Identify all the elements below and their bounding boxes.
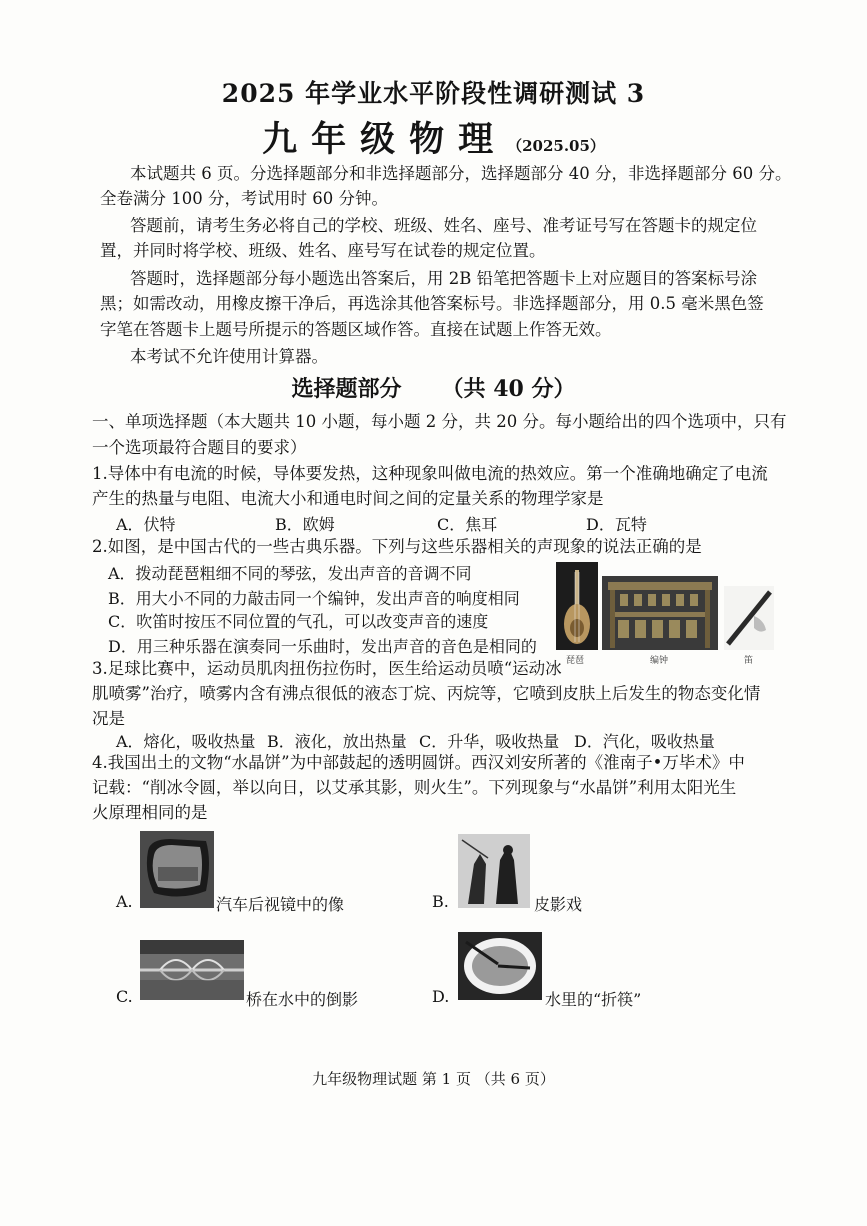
instruction-line: 本试题共 6 页。分选择题部分和非选择题部分，选择题部分 40 分，非选择题部分 60 分。: [130, 164, 792, 183]
pipa-image: [556, 562, 598, 650]
question-2-stem: 2.如图，是中国古代的一些古典乐器。下列与这些乐器相关的声现象的说法正确的是: [92, 537, 702, 556]
rearview-mirror-image: [140, 831, 214, 908]
shadow-puppet-image: [458, 834, 530, 908]
question-1-stem: 产生的热量与电阻、电流大小和通电时间之间的定量关系的物理学家是: [92, 489, 604, 508]
question-4-option-a-letter: A.: [116, 892, 133, 911]
bent-chopstick-image: [458, 932, 542, 1000]
instruction-line: 答题前，请考生务必将自己的学校、班级、姓名、座号、准考证号写在答题卡的规定位: [130, 216, 757, 235]
question-2-option-c: C．吹笛时按压不同位置的气孔，可以改变声音的速度: [108, 612, 489, 631]
bianzhong-image: [602, 576, 718, 650]
question-3-stem: 3.足球比赛中，运动员肌肉扭伤拉伤时，医生给运动员喷“运动冰: [92, 659, 562, 678]
exam-title: 2025 年学业水平阶段性调研测试 3: [221, 79, 646, 108]
page-footer: 九年级物理试题 第 1 页 （共 6 页）: [312, 1070, 555, 1088]
question-4-option-b-letter: B.: [432, 892, 449, 911]
question-1-option-b: B．欧姆: [275, 515, 335, 534]
question-2-option-b: B．用大小不同的力敲击同一个编钟，发出声音的响度相同: [108, 589, 520, 608]
part-heading: 一、单项选择题（本大题共 10 小题，每小题 2 分，共 20 分。每小题给出的四个选项中，只有: [92, 412, 787, 431]
instruction-line: 答题时，选择题部分每小题选出答案后，用 2B 铅笔把答题卡上对应题目的答案标号涂: [130, 269, 758, 288]
question-1-stem: 1.导体中有电流的时候，导体要发热，这种现象叫做电流的热效应。第一个准确地确定了电流: [92, 464, 768, 483]
question-4-stem: 记载：“削冰令圆，举以向日，以艾承其影，则火生”。下列现象与“水晶饼”利用太阳光生: [92, 778, 737, 797]
exam-subject: 九年级物理: [262, 119, 508, 160]
question-3-stem: 肌喷雾”治疗，喷雾内含有沸点很低的液态丁烷、丙烷等，它喷到皮肤上后发生的物态变化情: [92, 684, 761, 703]
question-4-option-c-text: 桥在水中的倒影: [246, 990, 359, 1009]
question-3-option-c: C．升华，吸收热量: [419, 732, 560, 751]
question-4-option-d-text: 水里的“折筷”: [545, 990, 642, 1009]
question-1-option-a: A．伏特: [116, 515, 176, 534]
question-4-option-d-letter: D.: [432, 987, 450, 1006]
section-score: （共 40 分）: [441, 376, 576, 402]
question-4-option-a-text: 汽车后视镜中的像: [216, 895, 345, 914]
question-4-option-b-text: 皮影戏: [534, 895, 583, 914]
question-2-option-a: A．拨动琵琶粗细不同的琴弦，发出声音的音调不同: [108, 564, 472, 583]
caption-dizi: 笛: [744, 656, 754, 666]
instruction-line: 本考试不允许使用计算器。: [130, 347, 328, 366]
caption-bianzhong: 编钟: [650, 656, 669, 666]
question-3-option-b: B．液化，放出热量: [267, 732, 407, 751]
exam-subject-line: [0, 112, 867, 162]
bridge-reflection-image: [140, 940, 244, 1000]
caption-pipa: 琵琶: [566, 656, 585, 666]
question-4-stem: 4.我国出土的文物“水晶饼”为中部鼓起的透明圆饼。西汉刘安所著的《淮南子•万毕术》中: [92, 753, 745, 772]
question-3-option-d: D．汽化，吸收热量: [574, 732, 715, 751]
instruction-line: 置，并同时将学校、班级、姓名、座号写在试卷的规定位置。: [100, 241, 546, 260]
instruction-line: 字笔在答题卡上题号所提示的答题区域作答。直接在试题上作答无效。: [100, 320, 612, 339]
question-3-stem: 况是: [92, 709, 125, 728]
question-4-option-c-letter: C.: [116, 987, 133, 1006]
section-title: 选择题部分: [291, 376, 402, 402]
question-1-option-c: C．焦耳: [437, 515, 498, 534]
section-heading: [0, 372, 867, 403]
question-2-option-d: D．用三种乐器在演奏同一乐曲时，发出声音的音色是相同的: [108, 637, 537, 656]
instruction-line: 全卷满分 100 分，考试用时 60 分钟。: [100, 189, 388, 208]
part-heading: 一个选项最符合题目的要求）: [92, 438, 307, 457]
question-1-option-d: D．瓦特: [586, 515, 647, 534]
question-4-stem: 火原理相同的是: [92, 803, 208, 822]
question-3-option-a: A．熔化，吸收热量: [116, 732, 256, 751]
dizi-image: [724, 586, 774, 650]
exam-date: （2025.05）: [507, 137, 605, 155]
instruction-line: 黑；如需改动，用橡皮擦干净后，再选涂其他答案标号。非选择题部分，用 0.5 毫米黑色签: [100, 294, 764, 313]
